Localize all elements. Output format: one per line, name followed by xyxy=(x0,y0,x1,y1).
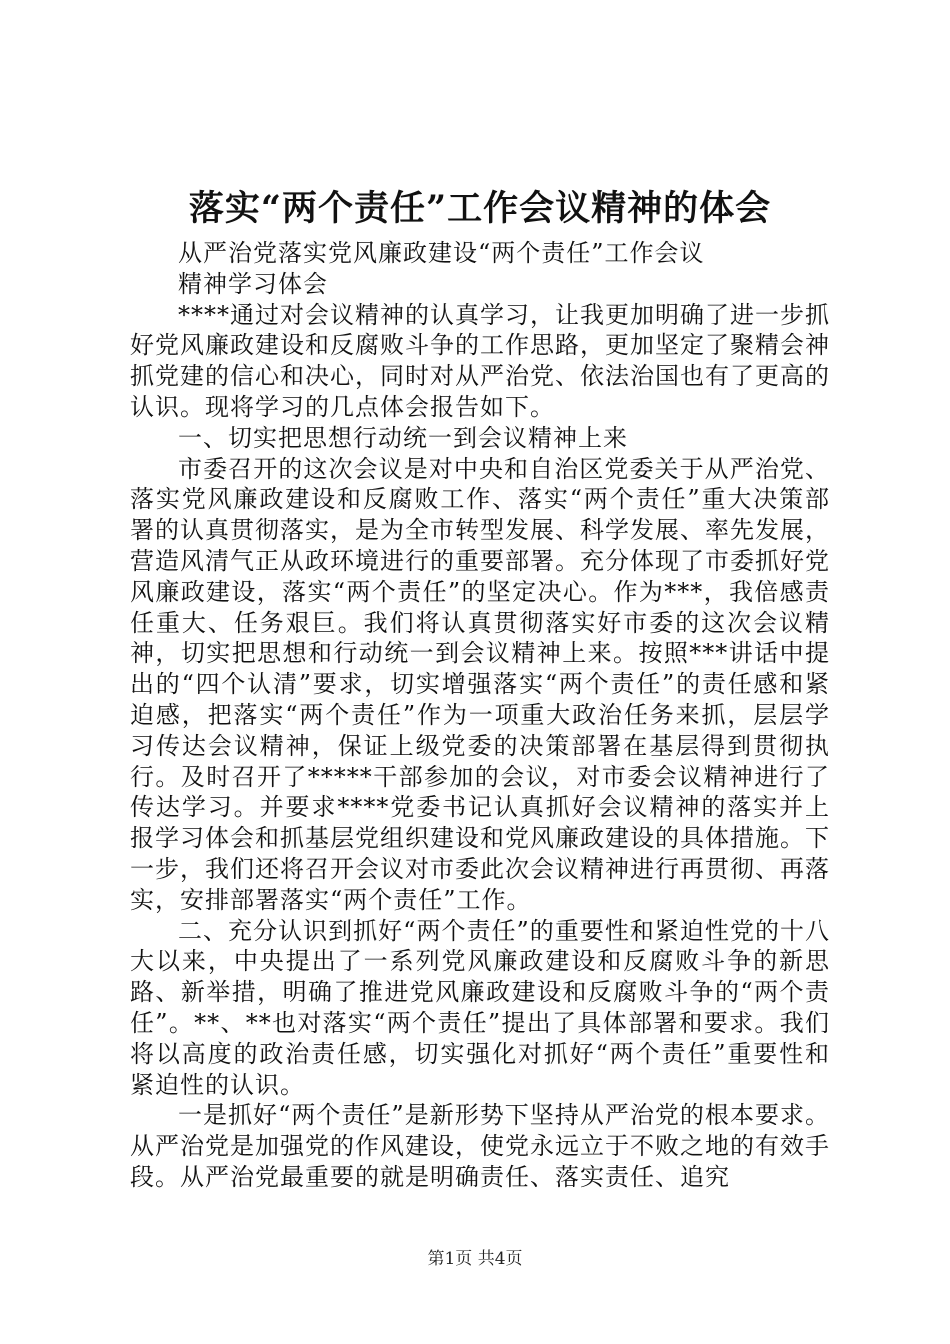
document-title: 落实“两个责任”工作会议精神的体会 xyxy=(188,188,772,229)
section-heading-2: 二、充分认识到抓好“两个责任”的重要性和紧迫性党的十八大以来，中央提出了一系列党风廉政建设和反腐败斗争的新思路、新举措，明确了推进党风廉政建设和反腐败斗争的“两个责任”。**、**也对落实“两个责任”提出了具体部署和要求。我们将以高度的政治责任感，切实强化对抓好“两个责任”重要性和紧迫性的认识。 xyxy=(130,916,830,1099)
document-body xyxy=(130,238,830,1193)
section-heading-1: 一、切实把思想行动统一到会议精神上来 xyxy=(178,423,628,452)
paragraph-section-1: 市委召开的这次会议是对中央和自治区党委关于从严治党、落实党风廉政建设和反腐败工作、落实“两个责任”重大决策部署的认真贯彻落实，是为全市转型发展、科学发展、率先发展，营造风清气正从政环境进行的重要部署。充分体现了市委抓好党风廉政建设，落实“两个责任”的坚定决心。作为***，我倍感责任重大、任务艰巨。我们将认真贯彻落实好市委的这次会议精神，切实把思想和行动统一到会议精神上来。按照***讲话中提出的“四个认清”要求，切实增强落实“两个责任”的责任感和紧迫感，把落实“两个责任”作为一项重大政治任务来抓，层层学习传达会议精神，保证上级党委的决策部署在基层得到贯彻执行。及时召开了*****干部参加的会议，对市委会议精神进行了传达学习。并要求****党委书记认真抓好会议精神的落实并上报学习体会和抓基层党组织建设和党风廉政建设的具体措施。下一步，我们还将召开会议对市委此次会议精神进行再贯彻、再落实，安排部署落实“两个责任”工作。 xyxy=(130,454,830,914)
paragraph-point-1: 一是抓好“两个责任”是新形势下坚持从严治党的根本要求。从严治党是加强党的作风建设，使党永远立于不败之地的有效手段。从严治党最重要的就是明确责任、落实责任、追究 xyxy=(130,1101,830,1191)
page-footer: 第1页 共4页 xyxy=(427,1249,523,1269)
paragraph-intro: ****通过对会议精神的认真学习，让我更加明确了进一步抓好党风廉政建设和反腐败斗争的工作思路，更加坚定了聚精会神抓党建的信心和决心，同时对从严治党、依法治国也有了更高的认识。现将学习的几点体会报告如下。 xyxy=(130,300,830,421)
document-subtitle: 从严治党落实党风廉政建设“两个责任”工作会议精神学习体会 xyxy=(178,239,705,298)
